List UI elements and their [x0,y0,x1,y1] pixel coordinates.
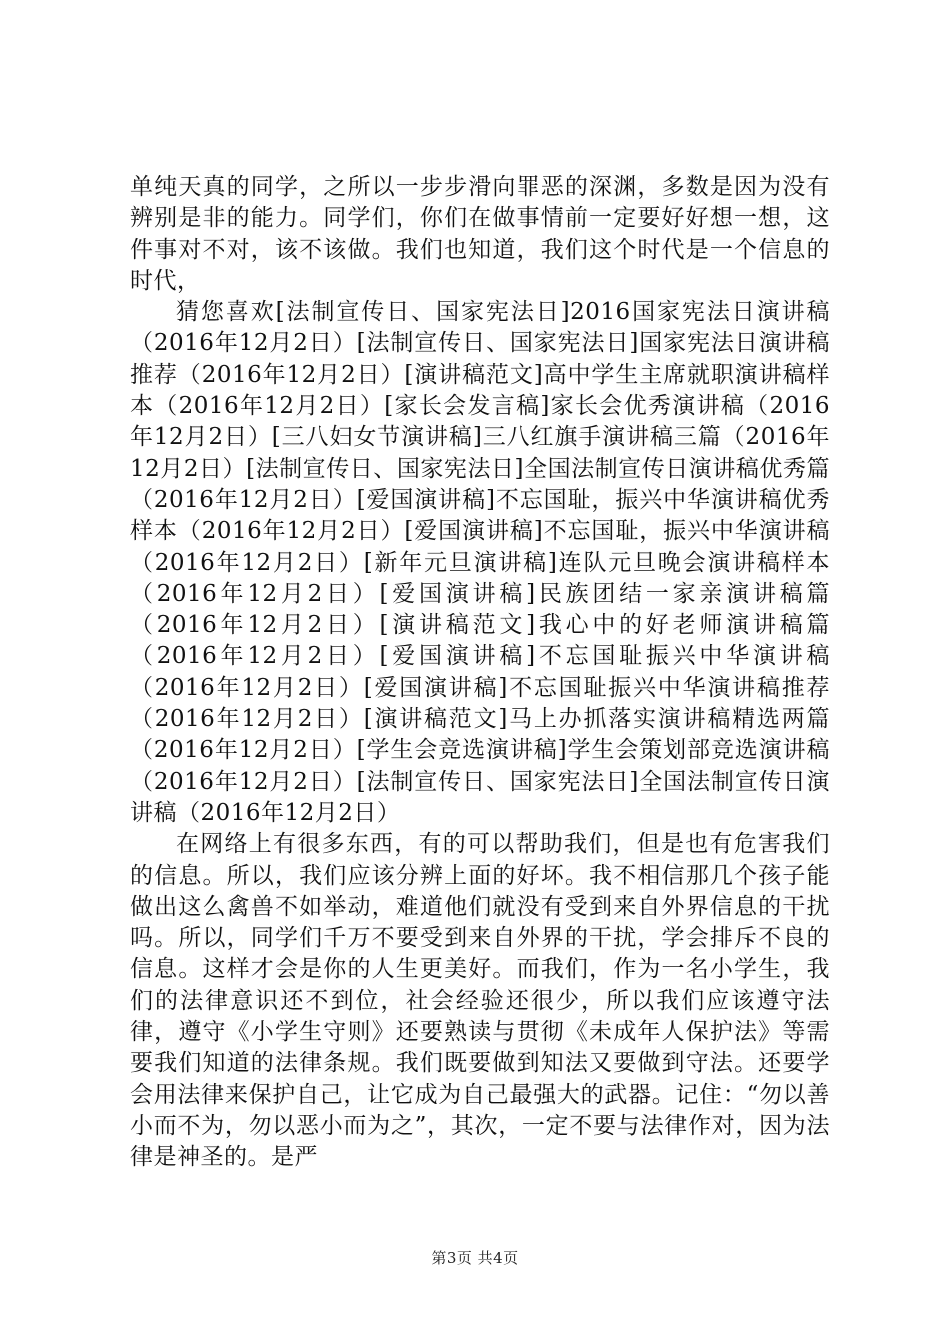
paragraph-network-info: 在网络上有很多东西，有的可以帮助我们，但是也有危害我们的信息。所以，我们应该分辨上面的好坏。我不相信那几个孩子能做出这么禽兽不如举动，难道他们就没有受到来自外界信息的干扰吗。所以，同学们千万不要受到来自外界的干扰，学会排斥不良的信息。这样才会是你的人生更美好。而我们，作为一名小学生，我们的法律意识还不到位，社会经验还很少，所以我们应该遵守法律，遵守《小学生守则》还要熟读与贯彻《未成年人保护法》等需要我们知道的法律条规。我们既要做到知法又要做到守法。还要学会用法律来保护自己，让它成为自己最强大的武器。记住：“勿以善小而不为，勿以恶小而为之”，其次，一定不要与法律作对，因为法律是神圣的。是严 [130,831,830,1171]
document-body [130,172,830,1174]
paragraph-recommended-list: 猜您喜欢[法制宣传日、国家宪法日]2016国家宪法日演讲稿（2016年12月2日）[法制宣传日、国家宪法日]国家宪法日演讲稿推荐（2016年12月2日）[演讲稿范文]高中学生主席就职演讲稿样本（2016年12月2日）[家长会发言稿]家长会优秀演讲稿（2016年12月2日）[三八妇女节演讲稿]三八红旗手演讲稿三篇（2016年12月2日）[法制宣传日、国家宪法日]全国法制宣传日演讲稿优秀篇（2016年12月2日）[爱国演讲稿]不忘国耻，振兴中华演讲稿优秀样本（2016年12月2日）[爱国演讲稿]不忘国耻，振兴中华演讲稿（2016年12月2日）[新年元旦演讲稿]连队元旦晚会演讲稿样本（2016年12月2日）[爱国演讲稿]民族团结一家亲演讲稿篇（2016年12月2日）[演讲稿范文]我心中的好老师演讲稿篇（2016年12月2日）[爱国演讲稿]不忘国耻振兴中华演讲稿（2016年12月2日）[爱国演讲稿]不忘国耻振兴中华演讲稿推荐（2016年12月2日）[演讲稿范文]马上办抓落实演讲稿精选两篇（2016年12月2日）[学生会竞选演讲稿]学生会策划部竞选演讲稿（2016年12月2日）[法制宣传日、国家宪法日]全国法制宣传日演讲稿（2016年12月2日） [130,299,830,826]
page-number-footer: 第3页 共4页 [431,1249,519,1267]
paragraph-continuation: 单纯天真的同学，之所以一步步滑向罪恶的深渊，多数是因为没有辨别是非的能力。同学们，你们在做事情前一定要好好想一想，这件事对不对，该不该做。我们也知道，我们这个时代是一个信息的时代， [130,174,830,294]
